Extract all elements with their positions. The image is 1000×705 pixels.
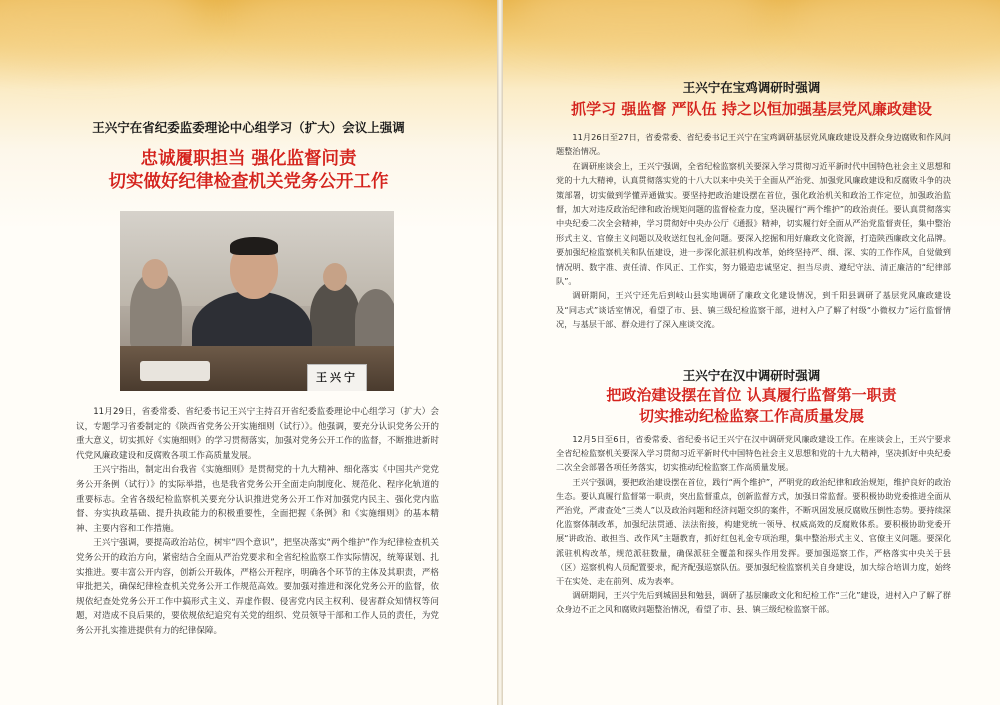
paragraph: 在调研座谈会上，王兴宁强调，全省纪检监察机关要深入学习贯彻习近平新时代中国特色社会主义思想和党的十九大精神，认真贯彻落实党的十八大以来中央关于全面从严治党、加强党风廉政建设和反腐败斗争的决策部署，切实做到学懂弄通做实。要坚持把政治建设摆在首位，强化政治机关和政治工作定位，加强政治监督，加大对违反政治纪律和政治规矩问题的监督检查力度，坚决履行“两个维护”的政治责任。要认真贯彻落实中央纪委二次全会精神，学习贯彻好中央办公厅《通报》精神，切实履行好全面从严治党监督责任，集中整治形式主义、官僚主义问题以及收送红包礼金问题。要深入挖掘和用好廉政文化资源，打造陕西廉政文化品牌。要加强纪检监察机关和队伍建设，进一步深化派驻机构改革，始终坚持严、细、深、实的工作作风，自觉做到情况明、数字准、责任清、作风正、工作实，努力锻造忠诚坚定、担当尽责、遵纪守法、清正廉洁的“纪律部队”。	[556, 160, 951, 287]
paragraph: 王兴宁指出，制定出台我省《实施细则》是贯彻党的十九大精神、细化落实《中国共产党党务公开条例（试行）》的实际举措，也是我省党务公开全面走向制度化、规范化、程序化轨道的重要标志。全省各级纪检监察机关要充分认识推进党务公开工作对加强党内民主、强化党内监督、夯实执政基础、提升执政能力的积极重要性，全面把握《条例》和《实施细则》的基本精神、主要内容和工作措施。	[76, 465, 439, 534]
meeting-photo	[120, 211, 394, 391]
right-page	[503, 0, 1000, 705]
photo-figure	[310, 281, 360, 351]
paragraph: 调研期间，王兴宁先后到城固县和勉县，调研了基层廉政文化和纪检工作“三化”建设，进村入户了解了群众身边不正之风和腐败问题整治情况，看望了市、县、镇三级纪检监察干部。	[556, 590, 951, 615]
header-glow	[0, 0, 200, 60]
header-glow	[783, 0, 1000, 65]
paragraph: 11月29日，省委常委、省纪委书记王兴宁主持召开省纪委监委理论中心组学习（扩大）会议，专题学习省委制定的《陕西省党务公开实施细则（试行）》。他强调，要充分认识党务公开的重大意义，切实抓好《实施细则》的学习贯彻落实，加强对党务公开工作的监督，不断推进新时代党风廉政建设和反腐败各项工作高质量发展。	[76, 407, 439, 461]
paragraph: 调研期间，王兴宁还先后到岐山县实地调研了廉政文化建设情况，到千阳县调研了基层党风廉政建设及“同志式”谈话室情况，看望了市、县、镇三级纪检监察干部，进村入户了解了村级“小微权力”运行监督情况，与基层干部、群众进行了深入座谈交流。	[556, 290, 951, 330]
paragraph: 王兴宁强调，要提高政治站位，树牢“四个意识”，把坚决落实“两个维护”作为纪律检查机关党务公开的政治方向，紧密结合全面从严治党要求和全省纪检监察工作实际情况，统筹谋划、扎实推进。要丰富公开内容，创新公开载体，严格公开程序，明确各个环节的主体及其职责，严格审批把关，确保纪律检查机关党务公开工作规范高效。要加强对推进和深化党务公开的监督，依规依纪查处党务公开工作中搞形式主义、弄虚作假、侵害党内民主权利、侵害群众知情权等问题，对造成不良后果的，要依规依纪追究有关党的组织、党员领导干部和工作人员的责任，为党务公开扎实推进提供有力的纪律保障。	[76, 538, 439, 636]
paragraph: 12月5日至6日，省委常委、省纪委书记王兴宁在汉中调研党风廉政建设工作。在座谈会上，王兴宁要求全省纪检监察机关要深入学习贯彻习近平新时代中国特色社会主义思想和党的十九大精神，坚决抓好中央纪委二次全会部署各项任务落实，切实推动纪检监察工作高质量发展。	[556, 434, 951, 473]
paragraph: 11月26日至27日，省委常委、省纪委书记王兴宁在宝鸡调研基层党风廉政建设及群众身边腐败和作风问题整治情况。	[556, 132, 951, 157]
photo-speaker-hair	[230, 237, 278, 255]
photo-figure	[355, 289, 394, 351]
right-bottom-article-body	[556, 432, 951, 617]
right-top-title: 抓学习 强监督 严队伍 持之以恒加强基层党风廉政建设	[571, 100, 932, 118]
photo-figure	[323, 263, 347, 291]
left-title-line1: 忠诚履职担当 强化监督问责	[140, 149, 357, 169]
photo-nameplate: 王兴宁	[307, 364, 367, 391]
left-page	[0, 0, 497, 705]
right-bottom-subtitle: 王兴宁在汉中调研时强调	[682, 368, 821, 383]
left-title-line2: 切实做好纪律检查机关党务公开工作	[108, 172, 389, 192]
paragraph: 王兴宁强调，要把政治建设摆在首位，践行“两个维护”，严明党的政治纪律和政治规矩，维护良好的政治生态。要认真履行监督第一职责，突出监督重点，创新监督方式，加强日常监督。要积极协助党委推进全面从严治党，严肃查处“三类人”以及政治问题和经济问题交织的案件，不断巩固发展反腐败压倒性态势。要持续深化监察体制改革，加强纪法贯通、法法衔接，构建党统一领导、权威高效的反腐败体系。要积极协助党委开展“讲政治、敢担当、改作风”主题教育，抓好红包礼金专项治理，集中整治形式主义、官僚主义问题。要深化派驻机构改革，规范派驻数量，确保派驻全覆盖和探头作用发挥。要加强巡察工作，严格落实中央关于县（区）巡察机构人员配置要求，配齐配强巡察队伍。要加强纪检监察机关自身建设，加大综合培训力度，始终干在实处、走在前列、成为表率。	[556, 476, 951, 587]
photo-figure	[142, 259, 168, 289]
photo-papers	[140, 361, 210, 381]
left-subtitle: 王兴宁在省纪委监委理论中心组学习（扩大）会议上强调	[92, 120, 405, 135]
right-top-subtitle: 王兴宁在宝鸡调研时强调	[682, 80, 821, 95]
header-glow	[230, 0, 490, 50]
right-bottom-title-line1: 把政治建设摆在首位 认真履行监督第一职责	[606, 386, 897, 404]
right-bottom-title-line2: 切实推动纪检监察工作高质量发展	[638, 407, 864, 425]
right-top-article-body	[556, 130, 951, 332]
left-article-body	[76, 405, 439, 639]
header-glow	[513, 0, 773, 50]
